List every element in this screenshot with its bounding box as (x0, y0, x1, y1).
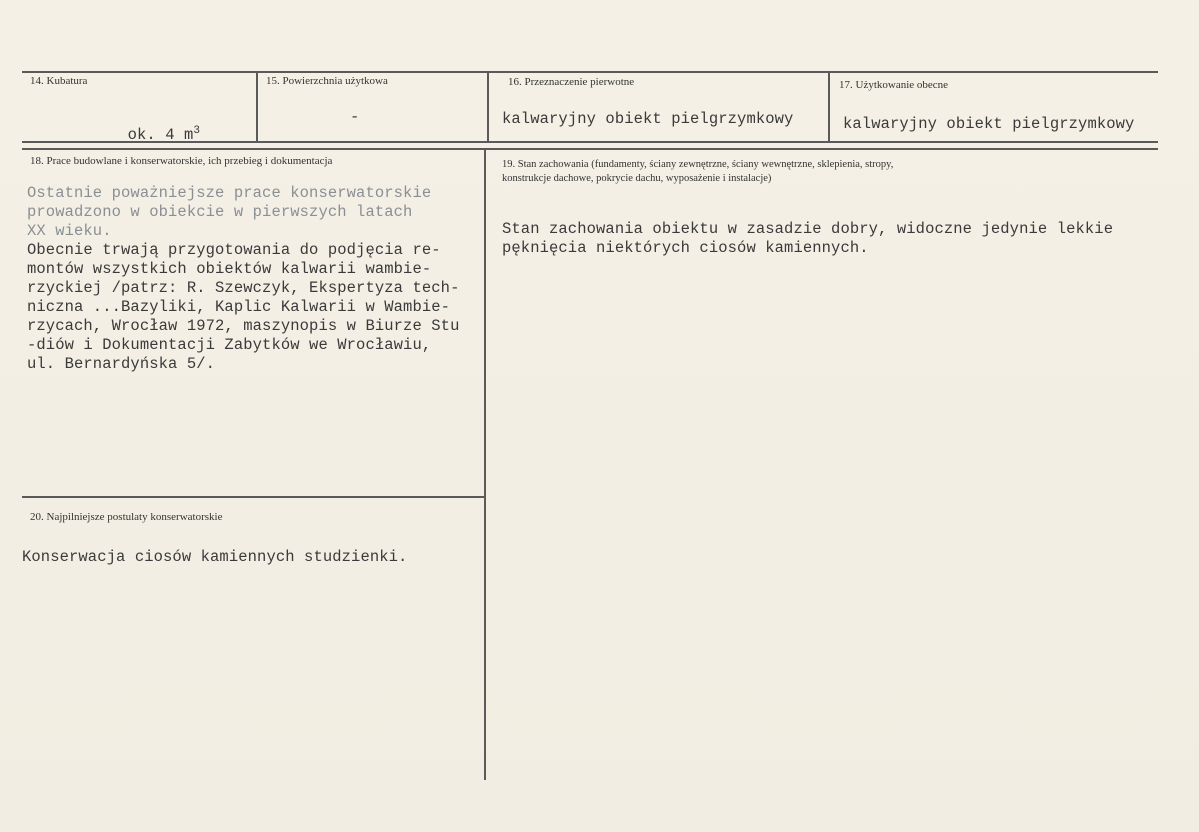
stan-line: pęknięcia niektórych ciosów kamiennych. (502, 239, 869, 257)
prace-line: -diów i Dokumentacji Zabytków we Wrocławiu, (27, 336, 432, 354)
prace-line: montów wszystkich obiektów kalwarii wambie- (27, 260, 432, 278)
top-row-top-border (22, 71, 1158, 73)
prace-line: Obecnie trwają przygotowania do podjęcia re- (27, 241, 441, 259)
postulaty-value: Konserwacja ciosów kamiennych studzienki. (22, 548, 408, 566)
prace-label: 18. Prace budowlane i konserwatorskie, ich przebieg i dokumentacja (30, 155, 333, 167)
prace-line: prowadzono w obiekcie w pierwszych latach (27, 203, 413, 221)
prace-line: rzyckiej /patrz: R. Szewczyk, Ekspertyza tech- (27, 279, 460, 297)
divider-15-16 (487, 71, 489, 142)
section-19-top-border (486, 148, 1158, 150)
uzytkowanie-value: kalwaryjny obiekt pielgrzymkowy (843, 115, 1135, 133)
stan-label-line2: konstrukcje dachowe, pokrycie dachu, wyposażenie i instalacje) (502, 173, 772, 184)
divider-14-15 (256, 71, 258, 142)
uzytkowanie-label: 17. Użytkowanie obecne (839, 79, 949, 91)
stan-text-block (502, 220, 1113, 258)
powierzchnia-value: - (350, 108, 360, 126)
kubatura-value-exponent: 3 (193, 125, 201, 137)
przeznaczenie-label: 16. Przeznaczenie pierwotne (508, 76, 635, 88)
prace-line: ul. Bernardyńska 5/. (27, 355, 216, 373)
prace-line: rzycach, Wrocław 1972, maszynopis w Biurze Stu (27, 317, 460, 335)
postulaty-label: 20. Najpilniejsze postulaty konserwatorskie (30, 511, 223, 523)
divider-16-17 (828, 71, 830, 142)
prace-text-block (27, 184, 459, 374)
prace-line: niczna ...Bazyliki, Kaplic Kalwarii w Wambie- (27, 298, 451, 316)
main-vertical-divider (484, 148, 486, 780)
stan-label-line1: 19. Stan zachowania (fundamenty, ściany zewnętrzne, ściany wewnętrzne, sklepienia, stropy, (502, 159, 894, 170)
kubatura-value-text: ok. 4 m (127, 126, 194, 145)
przeznaczenie-value: kalwaryjny obiekt pielgrzymkowy (502, 110, 794, 128)
stan-line: Stan zachowania obiektu w zasadzie dobry, widoczne jedynie lekkie (502, 220, 1114, 238)
powierzchnia-label: 15. Powierzchnia użytkowa (266, 75, 388, 87)
kubatura-label: 14. Kubatura (30, 75, 88, 87)
prace-line: Ostatnie poważniejsze prace konserwatorskie (27, 184, 432, 202)
section-20-top-border (22, 496, 485, 498)
prace-line: XX wieku. (27, 222, 112, 240)
